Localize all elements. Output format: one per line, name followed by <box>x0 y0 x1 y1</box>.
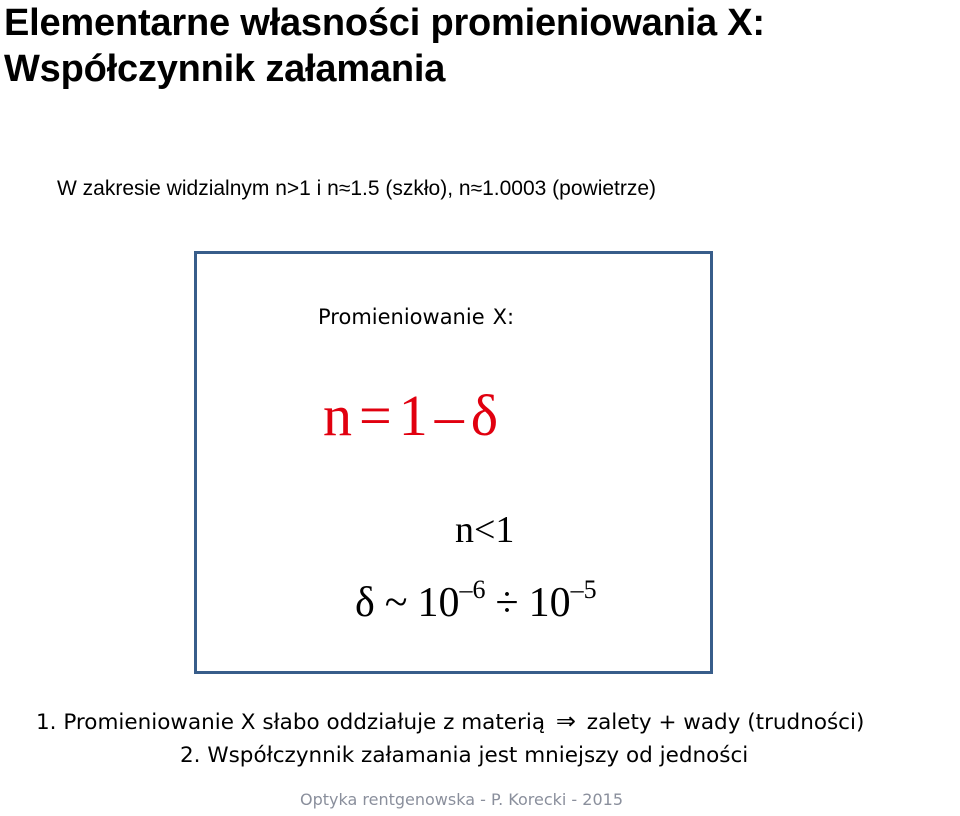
range-exponent-2: –5 <box>570 575 597 604</box>
slide-footer: Optyka rentgenowska - P. Korecki - 2015 <box>300 790 623 809</box>
intro-text: W zakresie widzialnym n>1 i n≈1.5 (szkło), n≈1.0003 (powietrze) <box>57 177 657 200</box>
formula-one: 1 <box>398 383 429 448</box>
box-heading <box>318 305 514 329</box>
slide-title-line-2: Współczynnik załamania <box>4 48 446 90</box>
box-heading-word-2: X: <box>492 305 515 329</box>
range-exponent-1: –6 <box>459 575 486 604</box>
point-1 <box>36 706 864 738</box>
point-2: 2. Współczynnik załamania jest mniejszy od jedności <box>180 743 749 768</box>
slide-title <box>4 0 765 92</box>
formula-delta: δ <box>470 383 500 448</box>
point-1-conclusion: zalety + wady (trudności) <box>586 710 865 735</box>
range-base-2: 10 <box>528 580 571 626</box>
refractive-index-formula <box>323 384 499 448</box>
box-heading-word-1: Promieniowanie <box>318 305 485 329</box>
delta-range-formula <box>355 566 597 627</box>
range-tilde: ~ <box>384 580 408 626</box>
range-divide: ÷ <box>495 580 519 626</box>
inequality-formula: n<1 <box>455 509 515 551</box>
formula-n: n <box>323 383 353 448</box>
slide-title-line-1: Elementarne własności promieniowania X: <box>4 2 765 44</box>
implies-arrow-icon: ⇒ <box>555 707 576 735</box>
range-base-1: 10 <box>417 580 460 626</box>
range-delta: δ <box>355 580 375 626</box>
formula-minus: – <box>434 383 465 448</box>
formula-box <box>194 251 713 674</box>
point-1-text: 1. Promieniowanie X słabo oddziałuje z materią <box>36 710 545 735</box>
formula-equals: = <box>359 383 393 448</box>
